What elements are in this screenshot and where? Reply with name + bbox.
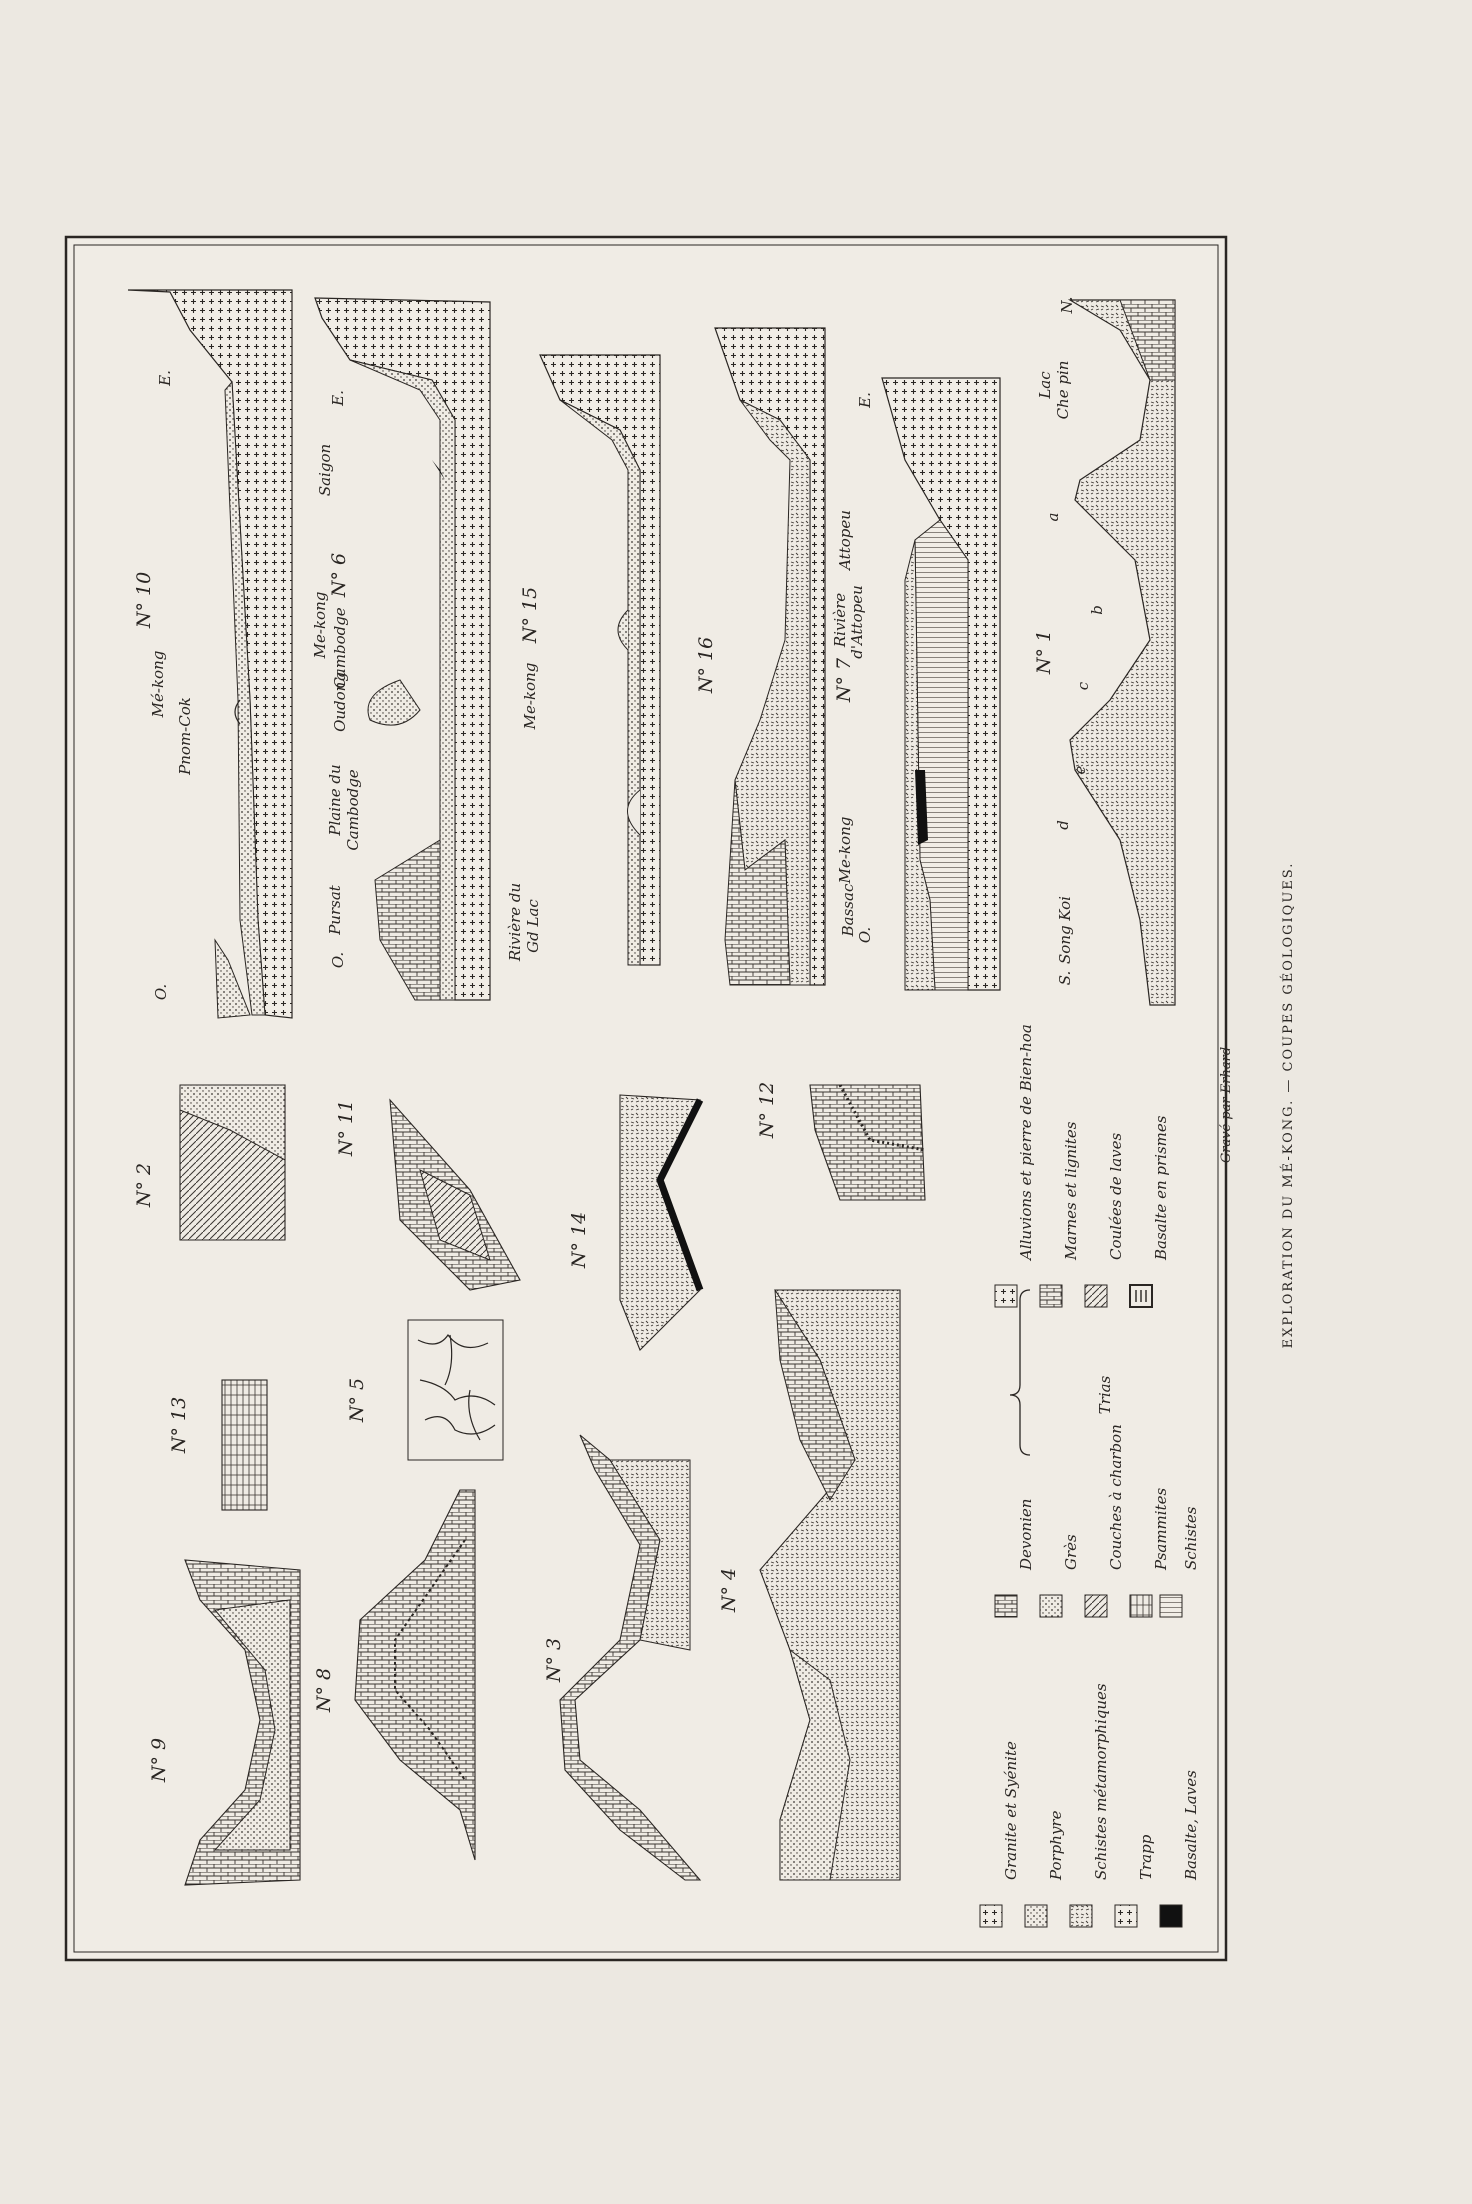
n10-label-o: O. <box>152 983 170 1001</box>
legend-swatch-devonien <box>995 1595 1017 1617</box>
n1-label-s: S. <box>1056 970 1074 986</box>
legend-swatch-granite <box>980 1905 1002 1927</box>
n1-label-n: N. <box>1058 296 1076 314</box>
n6-label-plaine: Plaine du <box>326 764 344 836</box>
n6-label-pursat: Pursat <box>326 885 344 935</box>
n6-label-e: E. <box>329 390 347 406</box>
n6-label-cambodge: Cambodge <box>331 607 349 689</box>
n7-label-e: E. <box>856 392 874 408</box>
legend-coulees: Coulées de laves <box>1107 1132 1125 1260</box>
n1-label-songkoi: Song Koi <box>1056 896 1074 964</box>
legend-trias: Trias <box>1096 1375 1114 1415</box>
n10-label-e: E. <box>156 370 174 386</box>
n1-label-lac: Lac <box>1036 371 1054 399</box>
n7-label-attopeu: Attopeu <box>836 510 854 570</box>
legend-marnes: Marnes et lignites <box>1062 1121 1080 1260</box>
n1-title: N° 1 <box>1033 629 1055 675</box>
n7-label-mekong: Me-kong <box>836 816 854 884</box>
n5-title: N° 5 <box>346 1377 368 1423</box>
legend-schistes-meta: Schistes métamorphiques <box>1092 1683 1110 1880</box>
n10-label-pnom: Pnom-Cok <box>176 697 194 775</box>
legend-swatch-charbon <box>1085 1595 1107 1617</box>
n10-title: N° 10 <box>133 571 155 629</box>
legend-porphyre: Porphyre <box>1047 1810 1065 1880</box>
n15-label-riviere: Rivière du <box>506 882 524 962</box>
legend-swatch-psammites <box>1130 1595 1152 1617</box>
n1-label-b: b <box>1088 605 1106 615</box>
n2-title: N° 2 <box>133 1162 155 1208</box>
n15-label-lac: Gd Lac <box>524 899 542 953</box>
n15-label-mekong: Me-kong <box>521 662 539 730</box>
n13-title: N° 13 <box>168 1396 190 1454</box>
n14-title: N° 14 <box>568 1211 590 1269</box>
legend-swatch-schistes-meta <box>1070 1905 1092 1927</box>
plate-caption: EXPLORATION DU MÉ-KONG. — COUPES GÉOLOGIQUES. <box>1281 861 1296 1349</box>
n7-label-o: O. <box>856 926 874 944</box>
legend-trapp: Trapp <box>1137 1834 1155 1880</box>
legend-swatch-gres <box>1040 1595 1062 1617</box>
n9-title: N° 9 <box>148 1737 170 1783</box>
legend-swatch-marnes <box>1040 1285 1062 1307</box>
n3-title: N° 3 <box>543 1637 565 1683</box>
n1-label-a: a <box>1044 512 1062 522</box>
n6-label-saigon: Saigon <box>316 443 334 497</box>
legend-prismes: Basalte en prismes <box>1152 1115 1170 1260</box>
n6-label-o: O. <box>329 951 347 969</box>
legend-alluvions: Alluvions et pierre de Bien-hoa <box>1017 1024 1035 1260</box>
n6-label-mekong: Me-kong <box>311 591 329 659</box>
legend-swatch-coulees <box>1085 1285 1107 1307</box>
n7-title: N° 7 <box>833 657 855 703</box>
legend-swatch-schistes <box>1160 1595 1182 1617</box>
n6-label-oudong: Oudong <box>331 672 349 732</box>
n7-label-bassac: Bassac <box>839 883 857 937</box>
legend-swatch-alluvions <box>995 1285 1017 1307</box>
n1-label-chepin: Che pin <box>1054 360 1072 420</box>
n6-label-cambodge2: Cambodge <box>344 769 362 851</box>
n7-label-attopeu2: d'Attopeu <box>848 585 866 659</box>
n1-label-e: e <box>1071 765 1089 775</box>
legend-psammites: Psammites <box>1152 1487 1170 1570</box>
n7-label-riviere: Rivière <box>831 592 849 648</box>
legend-charbon: Couches à charbon <box>1107 1424 1125 1570</box>
legend-granite: Granite et Syénite <box>1002 1741 1020 1880</box>
legend-swatch-trapp <box>1115 1905 1137 1927</box>
legend-swatch-porphyre <box>1025 1905 1047 1927</box>
n11-title: N° 11 <box>335 1099 357 1157</box>
n1-label-c: c <box>1074 681 1092 691</box>
n15-title: N° 15 <box>519 586 541 644</box>
n8-title: N° 8 <box>313 1667 335 1713</box>
legend-gres: Grès <box>1062 1534 1080 1570</box>
n4-title: N° 4 <box>718 1567 740 1613</box>
n6-title: N° 6 <box>328 552 350 598</box>
n16-title: N° 16 <box>695 636 717 694</box>
legend-schistes: Schistes <box>1182 1506 1200 1570</box>
engraver-credit: Gravé par Erhard <box>1219 1046 1234 1164</box>
legend-devonien: Devonien <box>1017 1498 1035 1570</box>
legend-basalte: Basalte, Laves <box>1182 1770 1200 1880</box>
n1-label-d: d <box>1054 820 1072 830</box>
n10-label-mekong: Mé-kong <box>149 650 167 718</box>
n12-title: N° 12 <box>756 1081 778 1139</box>
legend-swatch-basalte <box>1160 1905 1182 1927</box>
